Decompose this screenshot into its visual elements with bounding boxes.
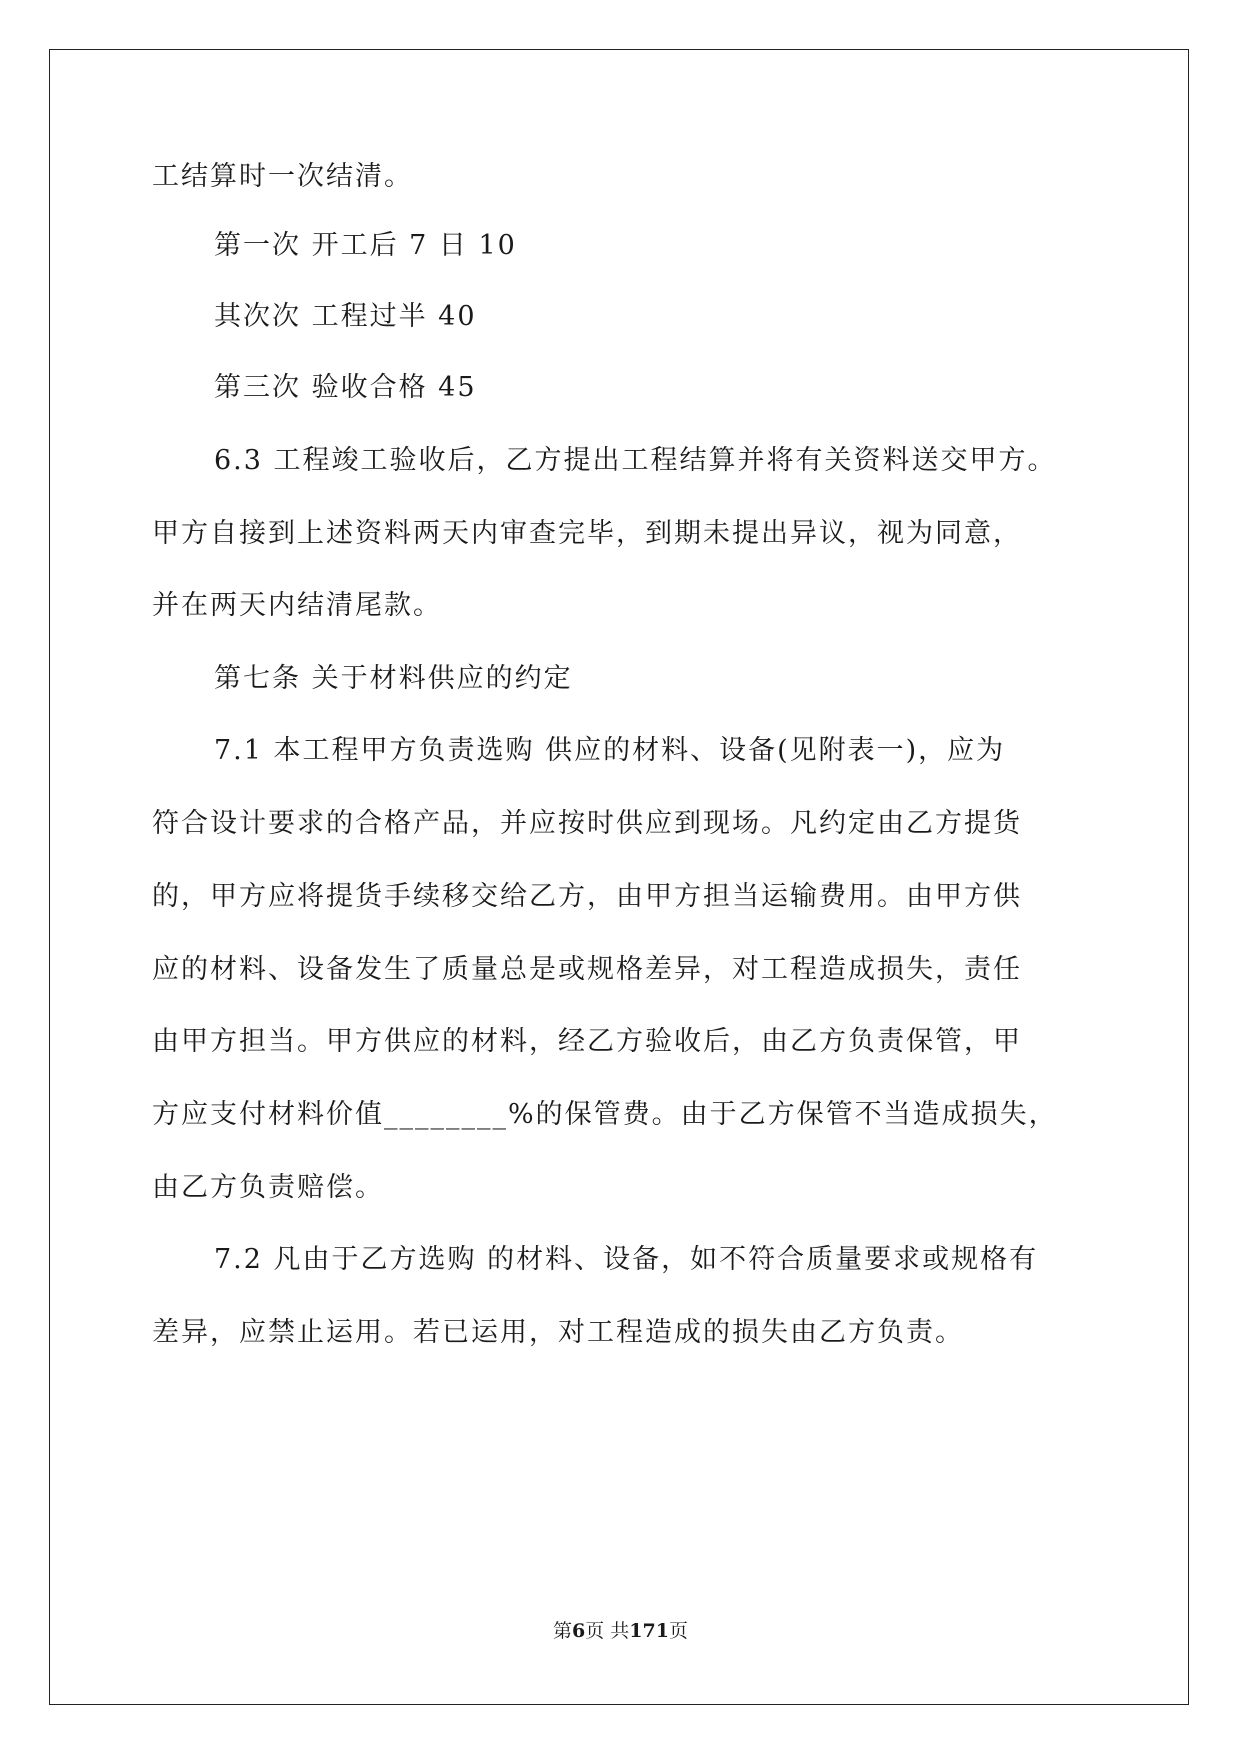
paragraph-line: 第三次 验收合格 45 — [214, 372, 477, 403]
footer-mid: 页 共 — [585, 1620, 630, 1642]
paragraph-line: 工结算时一次结清。 — [152, 161, 413, 192]
footer-suffix: 页 — [668, 1620, 688, 1642]
paragraph-line: 7.1 本工程甲方负责选购 供应的材料、设备(见附表一)，应为 — [214, 735, 1006, 766]
paragraph-line: 由乙方负责赔偿。 — [152, 1172, 384, 1203]
footer-prefix: 第 — [553, 1620, 573, 1642]
paragraph-line: 7.2 凡由于乙方选购 的材料、设备，如不符合质量要求或规格有 — [214, 1244, 1039, 1275]
page-footer — [0, 1618, 1241, 1644]
paragraph-line: 6.3 工程竣工验收后，乙方提出工程结算并将有关资料送交甲方。 — [214, 445, 1057, 476]
current-page-number: 6 — [572, 1620, 586, 1642]
paragraph-line: 应的材料、设备发生了质量总是或规格差异，对工程造成损失，责任 — [152, 954, 1022, 985]
paragraph-line: 符合设计要求的合格产品，并应按时供应到现场。凡约定由乙方提货 — [152, 808, 1022, 839]
total-page-count: 171 — [629, 1620, 669, 1642]
paragraph-line: 第一次 开工后 7 日 10 — [214, 230, 517, 261]
paragraph-line: 差异，应禁止运用。若已运用，对工程造成的损失由乙方负责。 — [152, 1317, 964, 1348]
section-heading: 第七条 关于材料供应的约定 — [214, 663, 573, 694]
paragraph-line: 的，甲方应将提货手续移交给乙方，由甲方担当运输费用。由甲方供 — [152, 881, 1022, 912]
paragraph-line: 并在两天内结清尾款。 — [152, 590, 442, 621]
paragraph-line: 方应支付材料价值________%的保管费。由于乙方保管不当造成损失， — [152, 1099, 1058, 1130]
paragraph-line: 甲方自接到上述资料两天内审查完毕，到期未提出异议，视为同意， — [152, 518, 1022, 549]
paragraph-line: 其次次 工程过半 40 — [214, 301, 477, 332]
paragraph-line: 由甲方担当。甲方供应的材料，经乙方验收后，由乙方负责保管，甲 — [152, 1026, 1022, 1057]
